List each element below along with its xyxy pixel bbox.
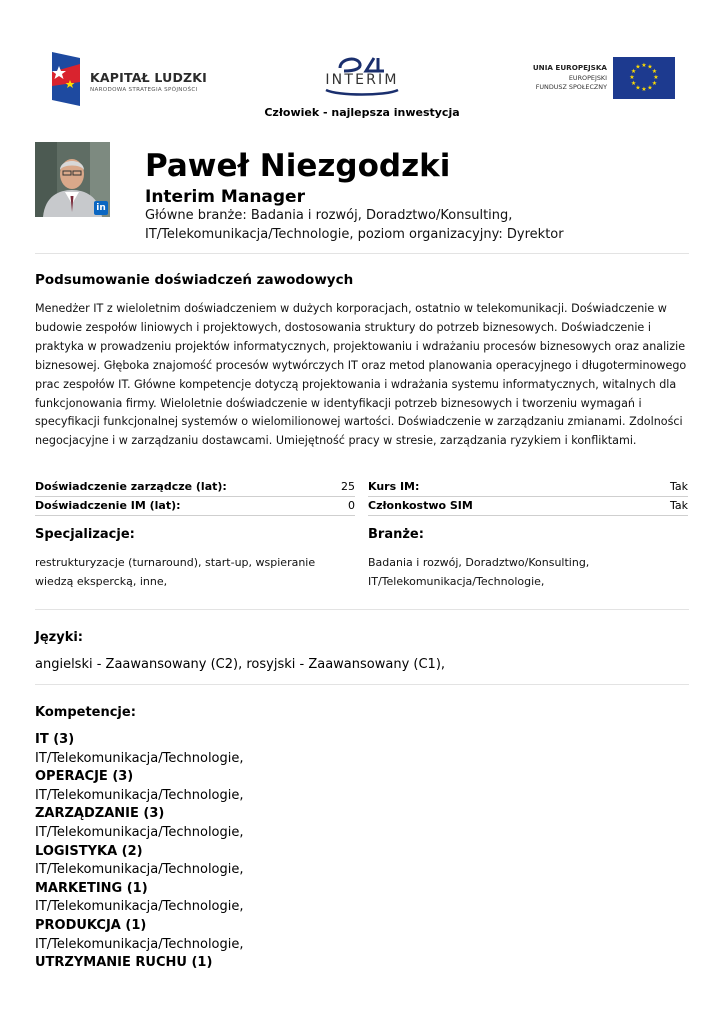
competency-branch: IT/Telekomunikacja/Technologie, bbox=[35, 862, 244, 878]
svg-text:★: ★ bbox=[641, 86, 647, 93]
svg-text:★: ★ bbox=[629, 74, 635, 81]
svg-text:★: ★ bbox=[651, 68, 658, 75]
kapital-ludzki-subtitle: NARODOWA STRATEGIA SPÓJNOŚCI bbox=[90, 87, 198, 93]
divider bbox=[35, 609, 689, 610]
person-role: Interim Manager bbox=[145, 187, 305, 207]
stat-value: 0 bbox=[348, 499, 355, 512]
profile-photo bbox=[35, 142, 110, 217]
stat-sim-membership bbox=[368, 497, 688, 515]
competency-name: IT (3) bbox=[35, 732, 75, 747]
competency-name: MARKETING (1) bbox=[35, 880, 148, 896]
stat-label: Doświadczenie zarządcze (lat): bbox=[35, 480, 227, 493]
competency-name: PRODUKCJA (1) bbox=[35, 917, 147, 933]
divider bbox=[35, 253, 689, 254]
person-name: Paweł Niezgodzki bbox=[145, 148, 451, 184]
interim-label: INTERIM bbox=[325, 72, 399, 88]
competency-branch: IT/Telekomunikacja/Technologie, bbox=[35, 750, 244, 766]
competencies-title: Kompetencje: bbox=[35, 705, 136, 720]
stat-value: 25 bbox=[341, 480, 355, 493]
competency-name: ZARZĄDZANIE (3) bbox=[35, 806, 165, 822]
row-divider bbox=[35, 515, 355, 516]
competency-branch: IT/Telekomunikacja/Technologie, bbox=[35, 824, 244, 840]
stat-label: Członkostwo SIM bbox=[368, 499, 473, 512]
stat-value: Tak bbox=[669, 499, 688, 512]
competency-name: UTRZYMANIE RUCHU (1) bbox=[35, 955, 213, 971]
svg-text:★: ★ bbox=[635, 84, 641, 92]
ue-efs-logo bbox=[515, 57, 675, 101]
svg-text:★: ★ bbox=[635, 63, 641, 71]
specializations-title: Specjalizacje: bbox=[35, 527, 135, 542]
svg-text:★: ★ bbox=[641, 62, 647, 69]
industries-title: Branże: bbox=[368, 527, 424, 542]
industries-text: Badania i rozwój, Doradztwo/Konsulting, IT/Telekomunikacja/Technologie, bbox=[368, 556, 590, 588]
eu-flag-icon bbox=[613, 57, 675, 99]
main-branches: Główne branże: Badania i rozwój, Doradztwo/Konsulting, IT/Telekomunikacja/Technologie, poziom organizacyjny: Dyrektor bbox=[145, 208, 564, 242]
interim24-logo bbox=[318, 56, 406, 98]
linkedin-icon[interactable]: in bbox=[94, 201, 108, 215]
row-divider bbox=[368, 515, 688, 516]
competencies-list bbox=[35, 731, 435, 973]
divider bbox=[35, 684, 689, 685]
stat-im-course bbox=[368, 478, 688, 496]
tagline: Człowiek - najlepsza inwestycja bbox=[264, 106, 460, 119]
languages-title: Języki: bbox=[35, 630, 83, 645]
competency-branch: IT/Telekomunikacja/Technologie, bbox=[35, 899, 244, 915]
languages-text: angielski - Zaawansowany (C2), rosyjski - Zaawansowany (C1), bbox=[35, 657, 446, 672]
kapital-ludzki-emblem-icon bbox=[50, 52, 80, 106]
kapital-ludzki-logo bbox=[50, 52, 220, 106]
svg-text:★: ★ bbox=[630, 68, 637, 75]
ue-line-3: FUNDUSZ SPOŁECZNY bbox=[535, 83, 607, 91]
eu-stars-icon bbox=[613, 57, 675, 99]
competency-name: LOGISTYKA (2) bbox=[35, 843, 143, 859]
stat-value: Tak bbox=[669, 480, 688, 493]
ue-line-2: EUROPEJSKI bbox=[568, 74, 607, 82]
summary-title: Podsumowanie doświadczeń zawodowych bbox=[35, 272, 354, 288]
summary-text: Menedżer IT z wieloletnim doświadczeniem w dużych korporacjach, ostatnio w telekomunikacji. Doświadczenie w budowie zespołów liniowych i projektowych, dostosowania struktury do potrzeb biznesowych. Doświadczenie i praktyka w prowadzeniu projektów informatycznych, projektowaniu i wdrażaniu procesów biznesowych oraz analizie biznesowej. Głęboka znajomość procesów wytwórczych IT oraz metod planowania operacyjnego i długoterminowego prac zespołów IT. Główne kompetencje dotyczą projektowania i wdrażania systemu informatycznych, witalnych dla funkcjonowania firmy. Wieloletnie doświadczenie w identyfikacji potrzeb biznesowych i tworzeniu wymagań i specyfikacji funkcjonalnej systemów o wielomilionowej wartości. Doświadczenie w zarządzaniu zmianami. Zdolności negocjacyjne i w zarządzaniu dostawcami. Umiejętność pracy w stresie, zarządzania ryzykiem i konfliktami. bbox=[35, 302, 687, 448]
ue-line-1: UNIA EUROPEJSKA bbox=[532, 63, 607, 72]
svg-text:★: ★ bbox=[647, 84, 653, 92]
stat-label: Kurs IM: bbox=[368, 480, 420, 493]
stat-im-experience bbox=[35, 497, 355, 515]
competency-branch: IT/Telekomunikacja/Technologie, bbox=[35, 787, 244, 803]
svg-text:★: ★ bbox=[653, 74, 659, 81]
competency-branch: IT/Telekomunikacja/Technologie, bbox=[35, 936, 244, 952]
kapital-ludzki-title: KAPITAŁ LUDZKI bbox=[90, 70, 208, 85]
stat-management-experience bbox=[35, 478, 355, 496]
svg-text:★: ★ bbox=[647, 63, 653, 71]
svg-text:★: ★ bbox=[630, 80, 637, 87]
stat-label: Doświadczenie IM (lat): bbox=[35, 499, 181, 512]
competency-name: OPERACJE (3) bbox=[35, 769, 134, 785]
svg-text:★: ★ bbox=[651, 80, 658, 87]
specializations-text: restrukturyzacje (turnaround), start-up, wspieranie wiedzą ekspercką, inne, bbox=[35, 556, 316, 588]
